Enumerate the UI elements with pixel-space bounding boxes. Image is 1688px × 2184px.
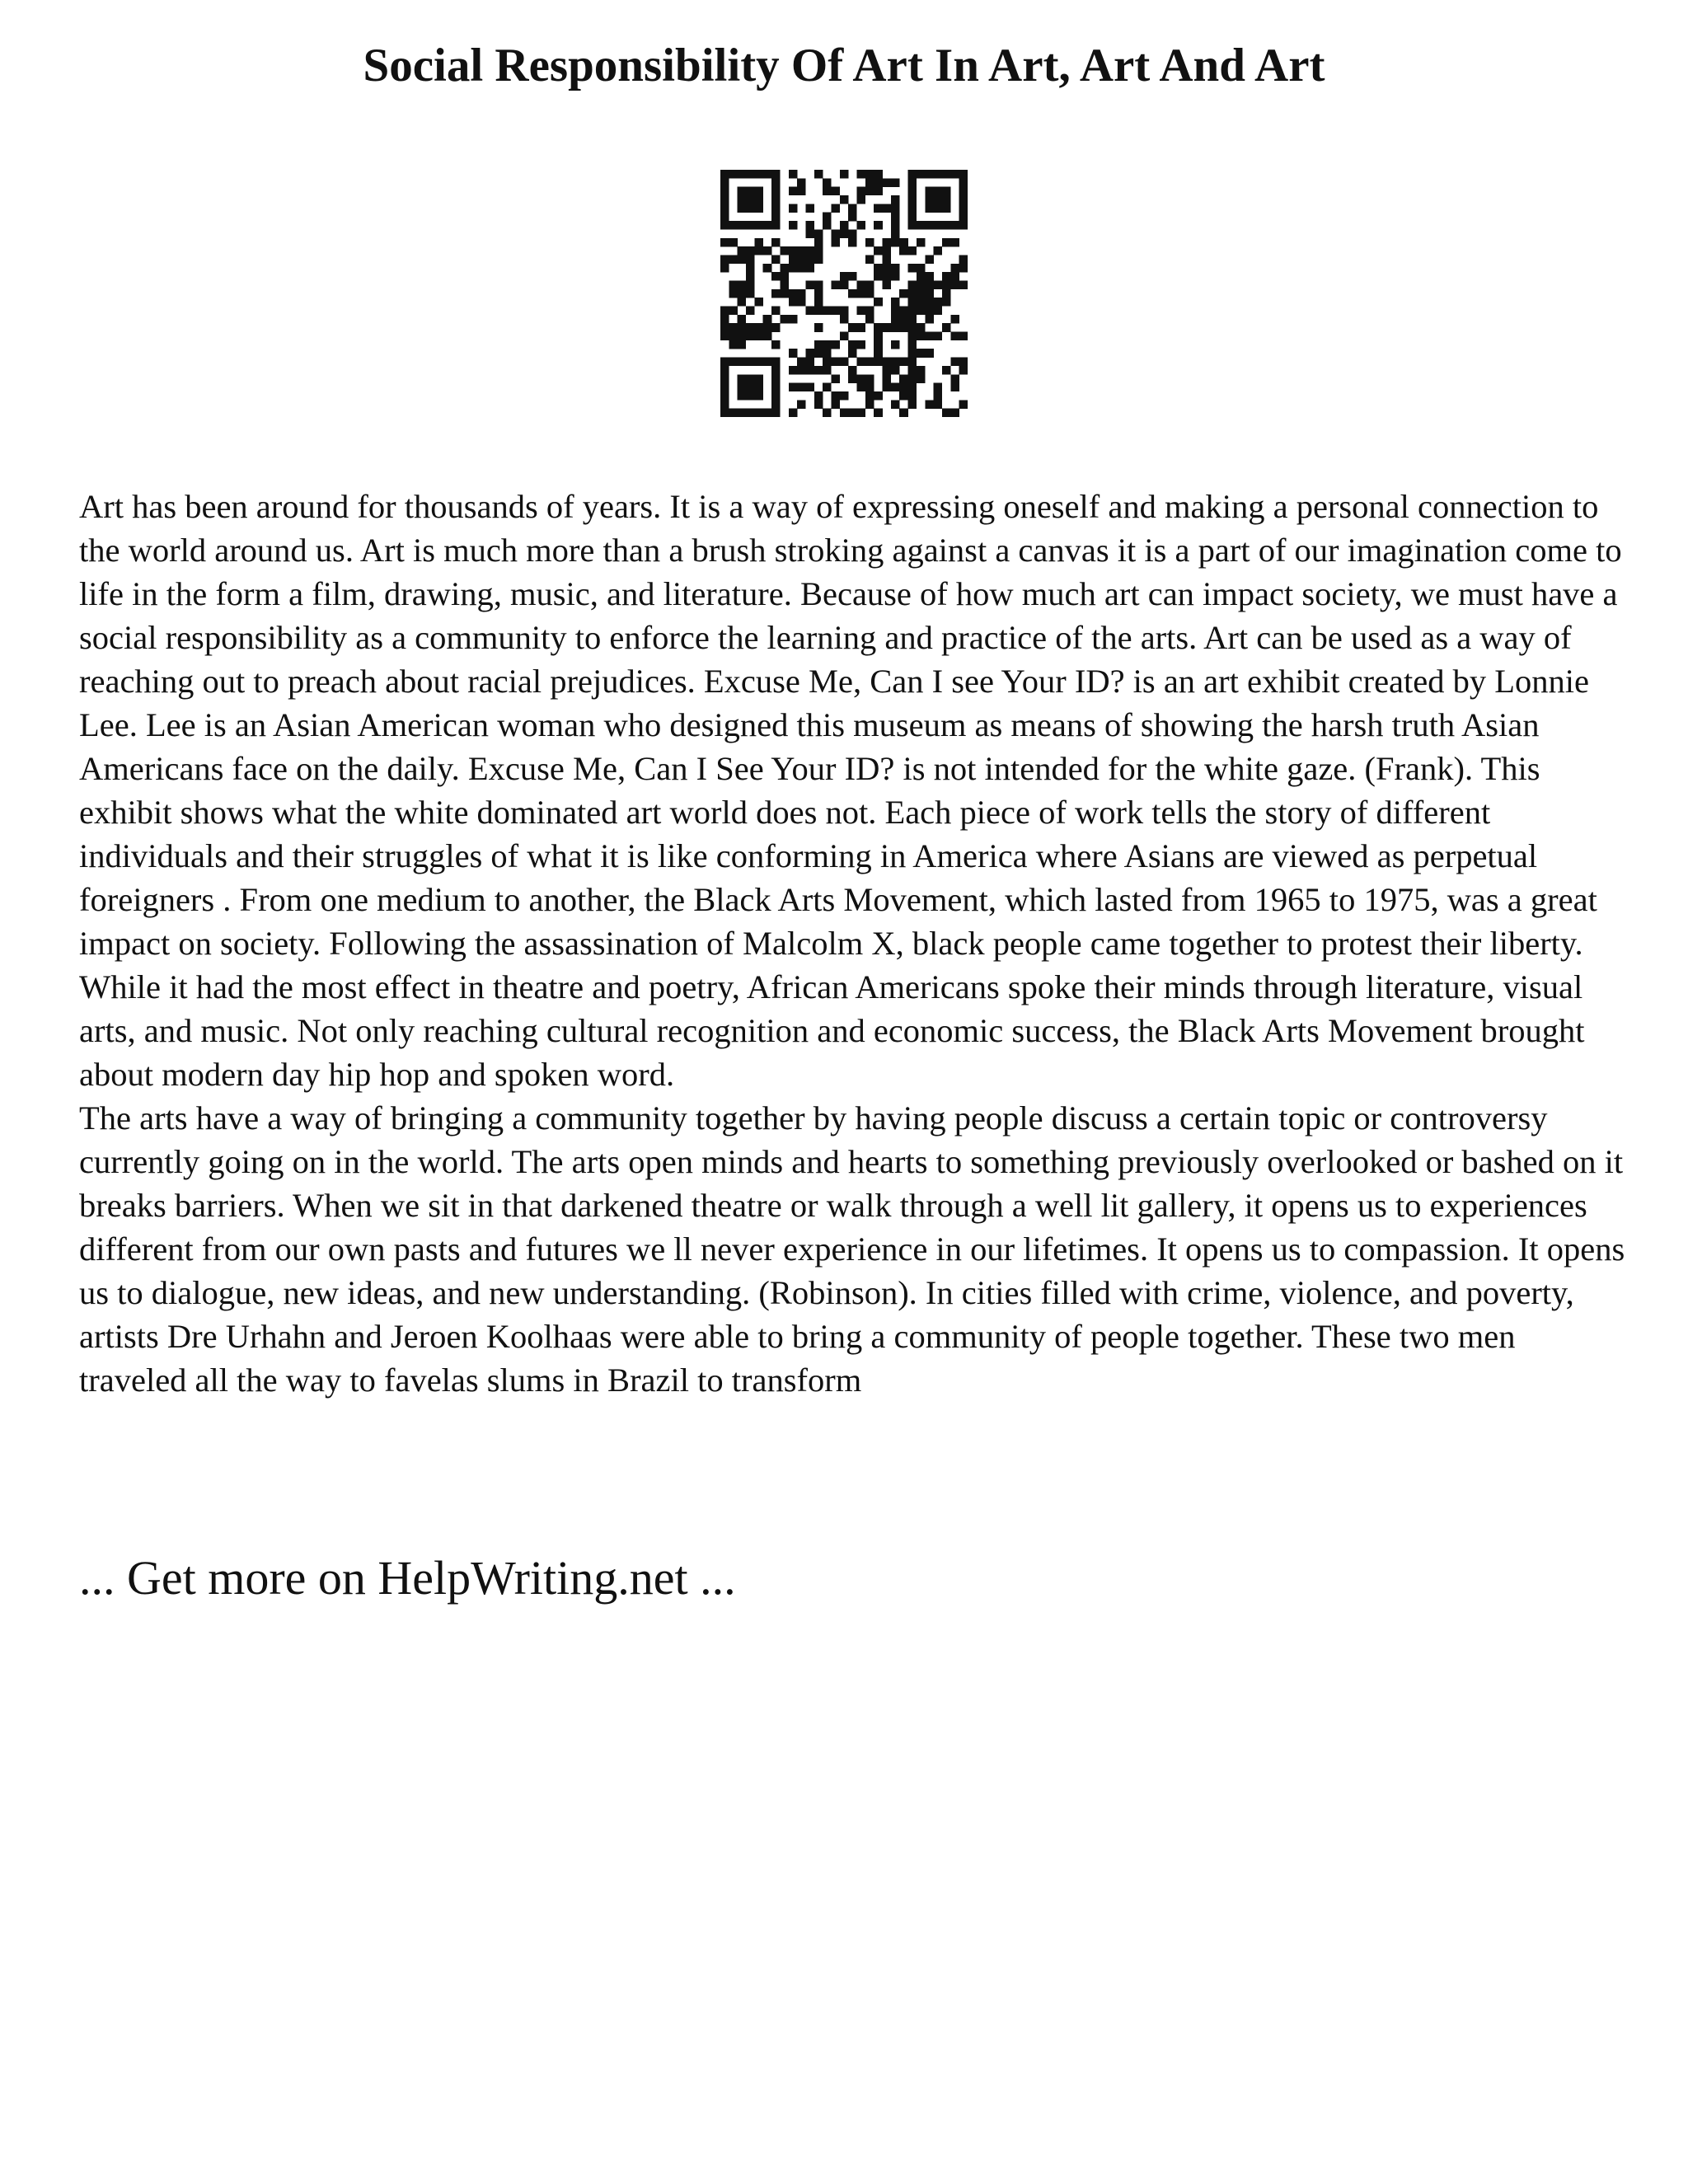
qr-code-graphic	[720, 170, 968, 417]
get-more-link[interactable]: ... Get more on HelpWriting.net ...	[79, 1551, 736, 1605]
qr-code-icon[interactable]	[720, 170, 968, 417]
document-body	[79, 485, 1629, 1402]
body-paragraph-2: The arts have a way of bringing a community together by having people discuss a certain topic or controversy currently going on in the world. The arts open minds and hearts to something previously overlooked or bashed on it breaks barriers. When we sit in that darkened theatre or walk through a well lit gallery, it opens us to experiences different from our own pasts and futures we ll never experience in our lifetimes. It opens us to compassion. It opens us to dialogue, new ideas, and new understanding. (Robinson). In cities filled with crime, violence, and poverty, artists Dre Urhahn and Jeroen Koolhaas were able to bring a community of people together. These two men traveled all the way to favelas slums in Brazil to transform	[79, 1099, 1625, 1399]
document-title: Social Responsibility Of Art In Art, Art And Art	[363, 40, 1325, 91]
body-paragraph-1: Art has been around for thousands of years. It is a way of expressing oneself and making a personal connection to the world around us. Art is much more than a brush stroking against a canvas it is a part of our imagination come to life in the form a film, drawing, music, and literature. Because of how much art can impact society, we must have a social responsibility as a community to enforce the learning and practice of the arts. Art can be used as a way of reaching out to preach about racial prejudices. Excuse Me, Can I see Your ID? is an art exhibit created by Lonnie Lee. Lee is an Asian American woman who designed this museum as means of showing the harsh truth Asian Americans face on the daily. Excuse Me, Can I See Your ID? is not intended for the white gaze. (Frank). This exhibit shows what the white dominated art world does not. Each piece of work tells the story of different individuals and their struggles of what it is like conforming in America where Asians are viewed as perpetual foreigners . From one medium to another, the Black Arts Movement, which lasted from 1965 to 1975, was a great impact on society. Following the assassination of Malcolm X, black people came together to protest their liberty. While it had the most effect in theatre and poetry, African Americans spoke their minds through literature, visual arts, and music. Not only reaching cultural recognition and economic success, the Black Arts Movement brought about modern day hip hop and spoken word.	[79, 488, 1622, 1093]
